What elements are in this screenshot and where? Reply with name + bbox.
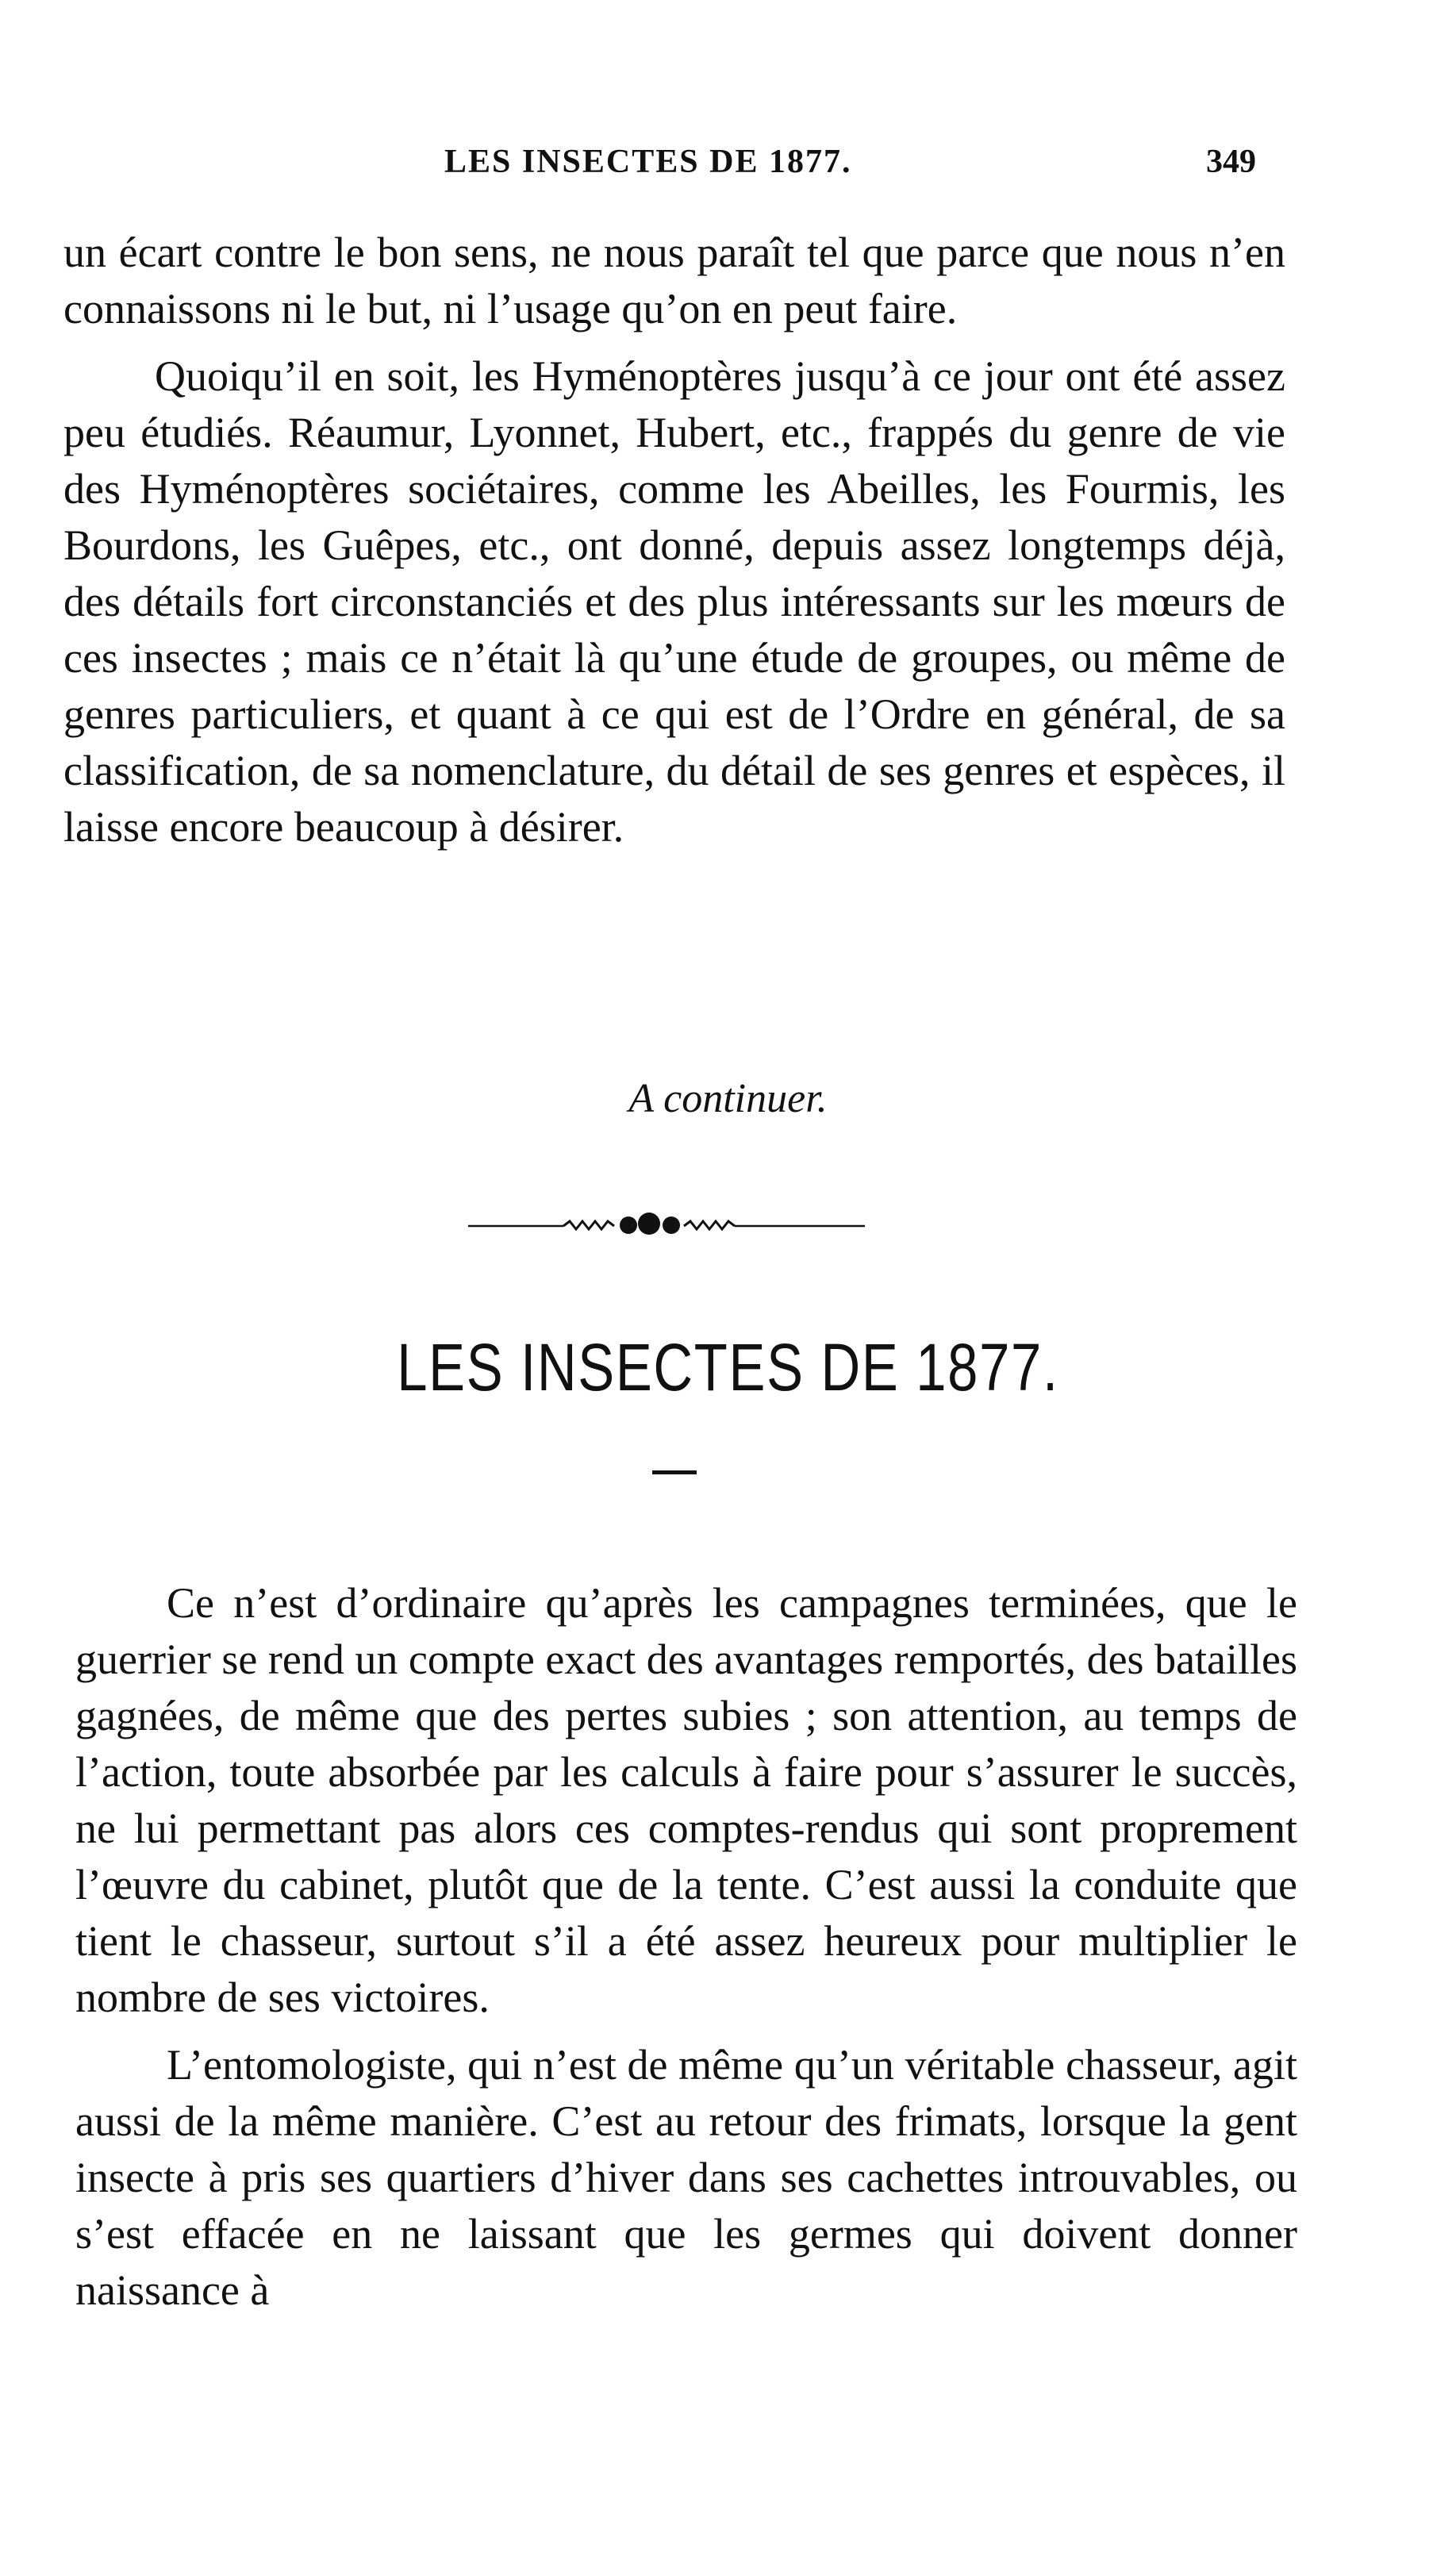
title-rule xyxy=(652,1470,697,1474)
paragraph: L’entomologiste, qui n’est de même qu’un véritable chasseur, agit aussi de la même manière. C’est au retour des frimats, lorsque la gent insecte à pris ses quartiers d’hiver dans ses cachettes introuvables, ou s’est effacée en ne laissant que les germes qui doivent donner naissance à xyxy=(75,2041,1297,2314)
page-number: 349 xyxy=(1206,144,1256,180)
section-title: LES INSECTES DE 1877. xyxy=(397,1330,1059,1405)
paragraph: un écart contre le bon sens, ne nous paraît tel que parce que nous n’en connaissons ni le but, ni l’usage qu’on en peut faire. xyxy=(63,229,1285,332)
running-head: LES INSECTES DE 1877. xyxy=(444,144,852,180)
section-text-block xyxy=(75,1575,1297,2319)
paragraph: Ce n’est d’ordinaire qu’après les campagnes terminées, que le guerrier se rend un compte exact des avantages remportés, des batailles gagnées, de même que des pertes subies ; son attention, au temps de l’action, toute absorbée par les calculs à faire pour s’assurer le succès, ne lui permettant pas alors ces comptes-rendus qui sont proprement l’œuvre du cabinet, plutôt que de la tente. C’est aussi la conduite que tient le chasseur, surtout s’il a été assez heureux pour multiplier le nombre de ses victoires. xyxy=(75,1579,1297,2021)
ornamental-divider xyxy=(468,1209,865,1240)
continuation-note: A continuer. xyxy=(628,1076,828,1121)
paragraph: Quoiqu’il en soit, les Hyménoptères jusqu’à ce jour ont été assez peu étudiés. Réaumur, Lyonnet, Hubert, etc., frappés du genre de vie des Hyménoptères sociétaires, comme les Abeilles, les Fourmis, les Bourdons, les Guêpes, etc., ont donné, depuis assez longtemps déjà, des détails fort circonstanciés et des plus intéressants sur les mœurs de ces insectes ; mais ce n’était là qu’une étude de groupes, ou même de genres particuliers, et quant à ce qui est de l’Ordre en général, de sa classification, de sa nomenclature, du détail de ses genres et espèces, il laisse encore beaucoup à désirer. xyxy=(63,352,1285,851)
top-text-block xyxy=(63,225,1285,855)
